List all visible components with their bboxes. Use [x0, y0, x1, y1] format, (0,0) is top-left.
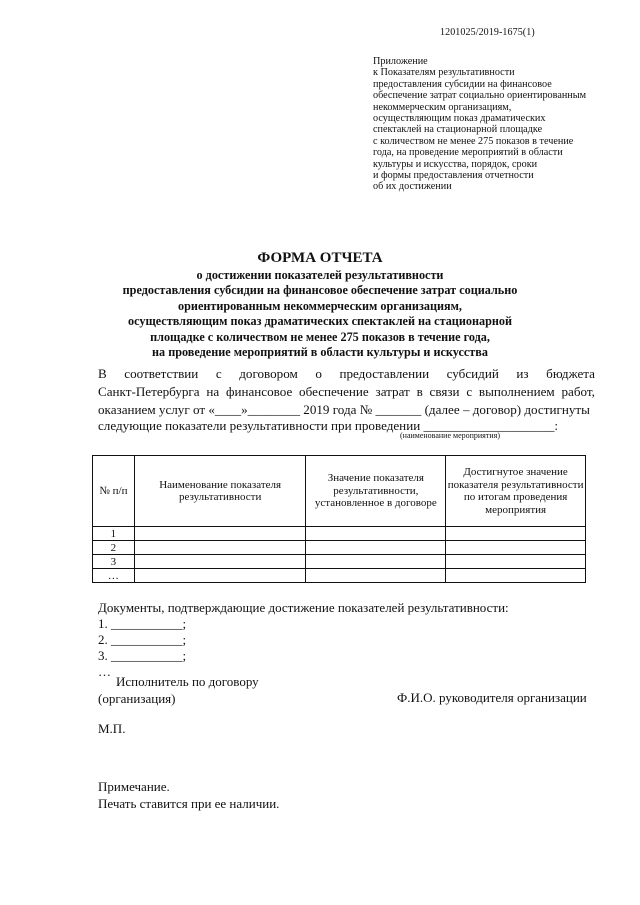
appendix-line: об их достижении	[373, 181, 452, 193]
stamp-label: М.П.	[98, 721, 126, 736]
paragraph-line-1	[98, 366, 595, 382]
indicators-table	[92, 455, 586, 583]
table-row	[93, 555, 586, 569]
note-heading: Примечание.	[98, 779, 170, 794]
paragraph-word: о	[315, 366, 322, 381]
table-cell[interactable]	[446, 527, 586, 541]
subtitle-line: осуществляющим показ драматических спектаклей на стационарной	[128, 314, 512, 329]
appendix-line: осуществляющим показ драматических	[373, 113, 546, 125]
paragraph-word: в	[416, 384, 423, 399]
event-name-hint: (наименование мероприятия)	[400, 431, 500, 440]
appendix-line: к Показателям результативности	[373, 67, 515, 79]
appendix-line: спектаклей на стационарной площадке	[373, 124, 543, 136]
paragraph-word: выполнением	[478, 384, 555, 399]
paragraph-word: на	[206, 384, 220, 399]
documents-heading: Документы, подтверждающие достижение показателей результативности:	[98, 600, 509, 615]
row-number: 1	[93, 527, 135, 541]
appendix-line: с количеством не менее 275 показов в течение	[373, 135, 574, 147]
table-cell[interactable]	[306, 541, 446, 555]
paragraph-word: Санкт-Петербурга	[98, 384, 200, 399]
subtitle-line: на проведение мероприятий в области культуры и искусства	[152, 345, 488, 360]
table-cell[interactable]	[306, 527, 446, 541]
table-cell[interactable]	[306, 555, 446, 569]
subtitle-line: ориентированным некоммерческим организациям,	[178, 298, 462, 313]
table-cell[interactable]	[306, 569, 446, 583]
table-header-row	[93, 456, 586, 527]
paragraph-word: обеспечение	[299, 384, 369, 399]
form-title: ФОРМА ОТЧЕТА	[257, 250, 383, 266]
paragraph-word: субсидий	[446, 366, 499, 381]
paragraph-word: предоставлении	[339, 366, 430, 381]
note-text: Печать ставится при ее наличии.	[98, 796, 280, 811]
appendix-line: и формы предоставления отчетности	[373, 170, 534, 182]
paragraph-word: В	[98, 366, 107, 381]
appendix-block	[373, 56, 613, 193]
row-number: …	[93, 569, 135, 583]
table-cell[interactable]	[446, 541, 586, 555]
paragraph-line-3: оказанием услуг от «____»________ 2019 года № _______ (далее – договор) достигнуты	[98, 402, 590, 417]
paragraph-line-4: следующие показатели результативности при проведении ____________________:	[98, 418, 559, 433]
table-cell[interactable]	[134, 569, 306, 583]
document-item[interactable]: 3. ___________;	[98, 648, 187, 663]
table-cell[interactable]	[134, 541, 306, 555]
paragraph-word: с	[215, 366, 222, 381]
document-item[interactable]: 1. ___________;	[98, 616, 187, 631]
paragraph-line-2	[98, 384, 595, 400]
column-header-contract-value: Значение показателя результативности, установленное в договоре	[306, 456, 446, 527]
paragraph-word: финансовое	[225, 384, 293, 399]
paragraph-word: из	[516, 366, 529, 381]
organization-label: (организация)	[98, 691, 176, 706]
paragraph-word: работ,	[561, 384, 595, 399]
paragraph-word: соответствии	[124, 366, 199, 381]
document-item[interactable]: 2. ___________;	[98, 632, 187, 647]
table-cell[interactable]	[446, 569, 586, 583]
head-name-label: Ф.И.О. руководителя организации	[397, 690, 587, 705]
paragraph-word: связи	[429, 384, 460, 399]
table-cell[interactable]	[134, 555, 306, 569]
table-row	[93, 527, 586, 541]
table-row	[93, 541, 586, 555]
row-number: 2	[93, 541, 135, 555]
paragraph-word: бюджета	[546, 366, 595, 381]
subtitle-line: о достижении показателей результативности	[196, 268, 444, 282]
paragraph-word: договором	[239, 366, 298, 381]
column-header-achieved-value: Достигнутое значение показателя результативности по итогам проведения мероприятия	[446, 456, 586, 527]
appendix-line: года, на проведение мероприятий в области	[373, 147, 563, 159]
column-header-indicator-name: Наименование показателя результативности	[134, 456, 306, 527]
table-cell[interactable]	[134, 527, 306, 541]
document-code: 1201025/2019-1675(1)	[440, 27, 535, 38]
appendix-line: некоммерческим организациям,	[373, 101, 512, 113]
row-number: 3	[93, 555, 135, 569]
document-item: …	[98, 664, 111, 679]
table-row	[93, 569, 586, 583]
appendix-line: обеспечение затрат социально ориентированным	[373, 90, 587, 102]
subtitle-line: предоставления субсидии на финансовое обеспечение затрат социально	[122, 283, 518, 298]
paragraph-word: с	[466, 384, 473, 399]
appendix-line: Приложение	[373, 56, 428, 67]
appendix-line: культуры и искусства, порядок, сроки	[373, 158, 538, 170]
executor-label: Исполнитель по договору	[116, 674, 259, 689]
documents-section	[98, 600, 509, 680]
column-header-number: № п/п	[93, 456, 135, 527]
subtitle-line: площадке с количеством не менее 275 показов в течение года,	[150, 329, 490, 344]
table-cell[interactable]	[446, 555, 586, 569]
paragraph-word: затрат	[375, 384, 410, 399]
form-subtitle	[100, 268, 540, 360]
appendix-line: предоставления субсидии на финансовое	[373, 78, 552, 90]
